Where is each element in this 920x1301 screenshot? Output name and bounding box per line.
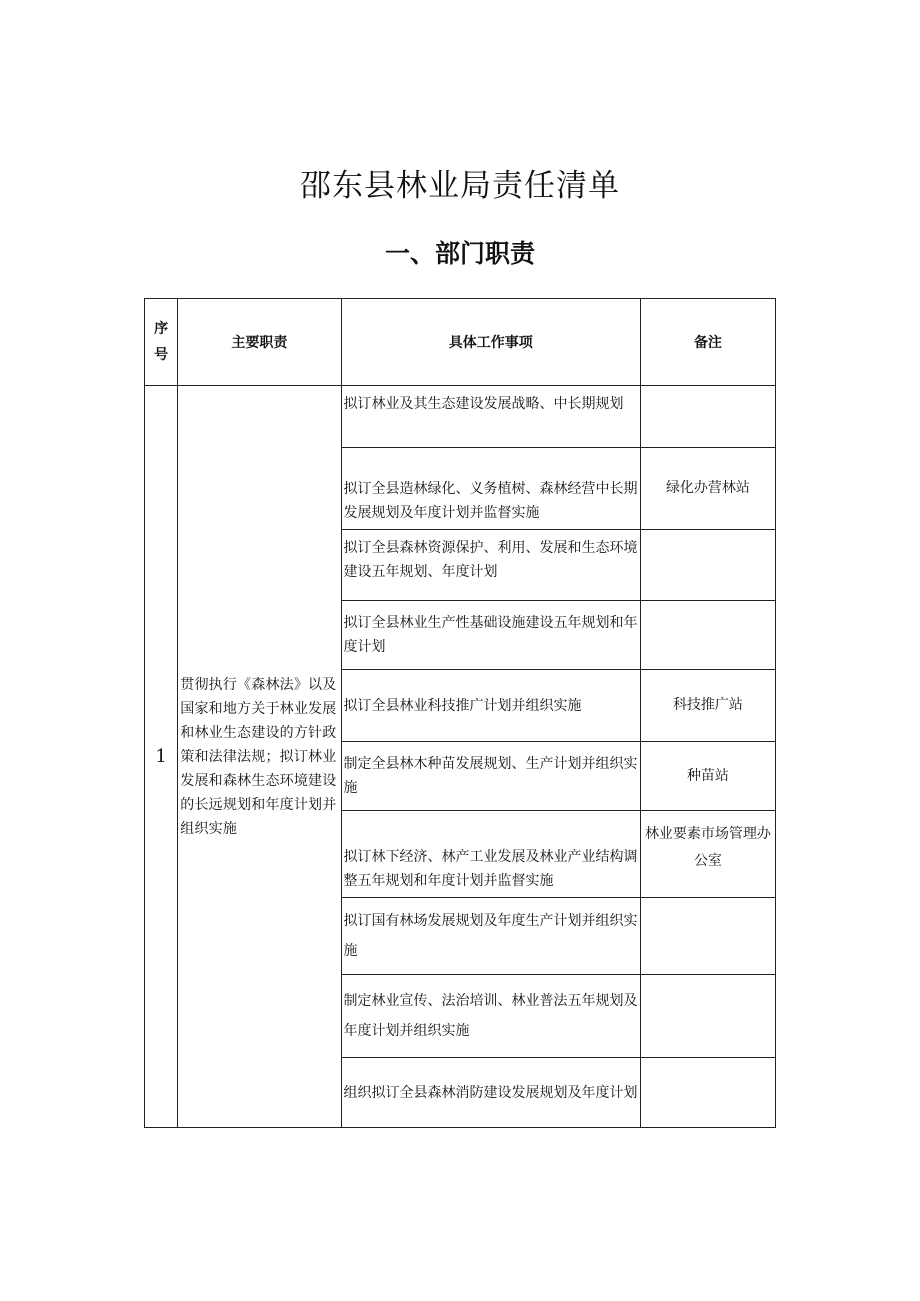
note-cell: 绿化办营林站 xyxy=(640,448,775,530)
note-cell: 种苗站 xyxy=(640,742,775,811)
work-item-cell: 制定林业宣传、法治培训、林业普法五年规划及年度计划并组织实施 xyxy=(341,975,640,1058)
note-cell: 科技推广站 xyxy=(640,670,775,742)
table-header-row xyxy=(145,299,776,386)
note-cell xyxy=(640,1058,775,1128)
row-seq-number: 1 xyxy=(145,386,178,1128)
work-item-cell: 拟订全县森林资源保护、利用、发展和生态环境建设五年规划、年度计划 xyxy=(341,530,640,601)
work-item-cell: 拟订林业及其生态建设发展战略、中长期规划 xyxy=(341,386,640,448)
table-row xyxy=(145,386,776,448)
work-item-cell: 拟订林下经济、林产工业发展及林业产业结构调整五年规划和年度计划并监督实施 xyxy=(341,811,640,898)
work-item-cell: 制定全县林木种苗发展规划、生产计划并组织实施 xyxy=(341,742,640,811)
note-cell xyxy=(640,601,775,670)
header-main-duty: 主要职责 xyxy=(178,299,341,386)
section-heading: 一、部门职责 xyxy=(384,239,535,268)
note-cell xyxy=(640,386,775,448)
work-item-cell: 拟订国有林场发展规划及年度生产计划并组织实施 xyxy=(341,898,640,975)
responsibility-table xyxy=(144,298,776,1128)
work-item-cell: 组织拟订全县森林消防建设发展规划及年度计划 xyxy=(341,1058,640,1128)
header-work-items: 具体工作事项 xyxy=(341,299,640,386)
work-item-cell: 拟订全县造林绿化、义务植树、森林经营中长期发展规划及年度计划并监督实施 xyxy=(341,448,640,530)
work-item-cell: 拟订全县林业生产性基础设施建设五年规划和年度计划 xyxy=(341,601,640,670)
note-cell xyxy=(640,975,775,1058)
work-item-cell: 拟订全县林业科技推广计划并组织实施 xyxy=(341,670,640,742)
main-duty-cell: 贯彻执行《森林法》以及国家和地方关于林业发展和林业生态建设的方针政策和法律法规；拟订林业发展和森林生态环境建设的长远规划和年度计划并组织实施 xyxy=(178,386,341,1128)
header-note: 备注 xyxy=(640,299,775,386)
note-cell xyxy=(640,530,775,601)
header-seq: 序号 xyxy=(145,299,178,386)
note-cell xyxy=(640,898,775,975)
note-cell: 林业要素市场管理办公室 xyxy=(640,811,775,898)
document-title: 邵东县林业局责任清单 xyxy=(300,168,620,204)
